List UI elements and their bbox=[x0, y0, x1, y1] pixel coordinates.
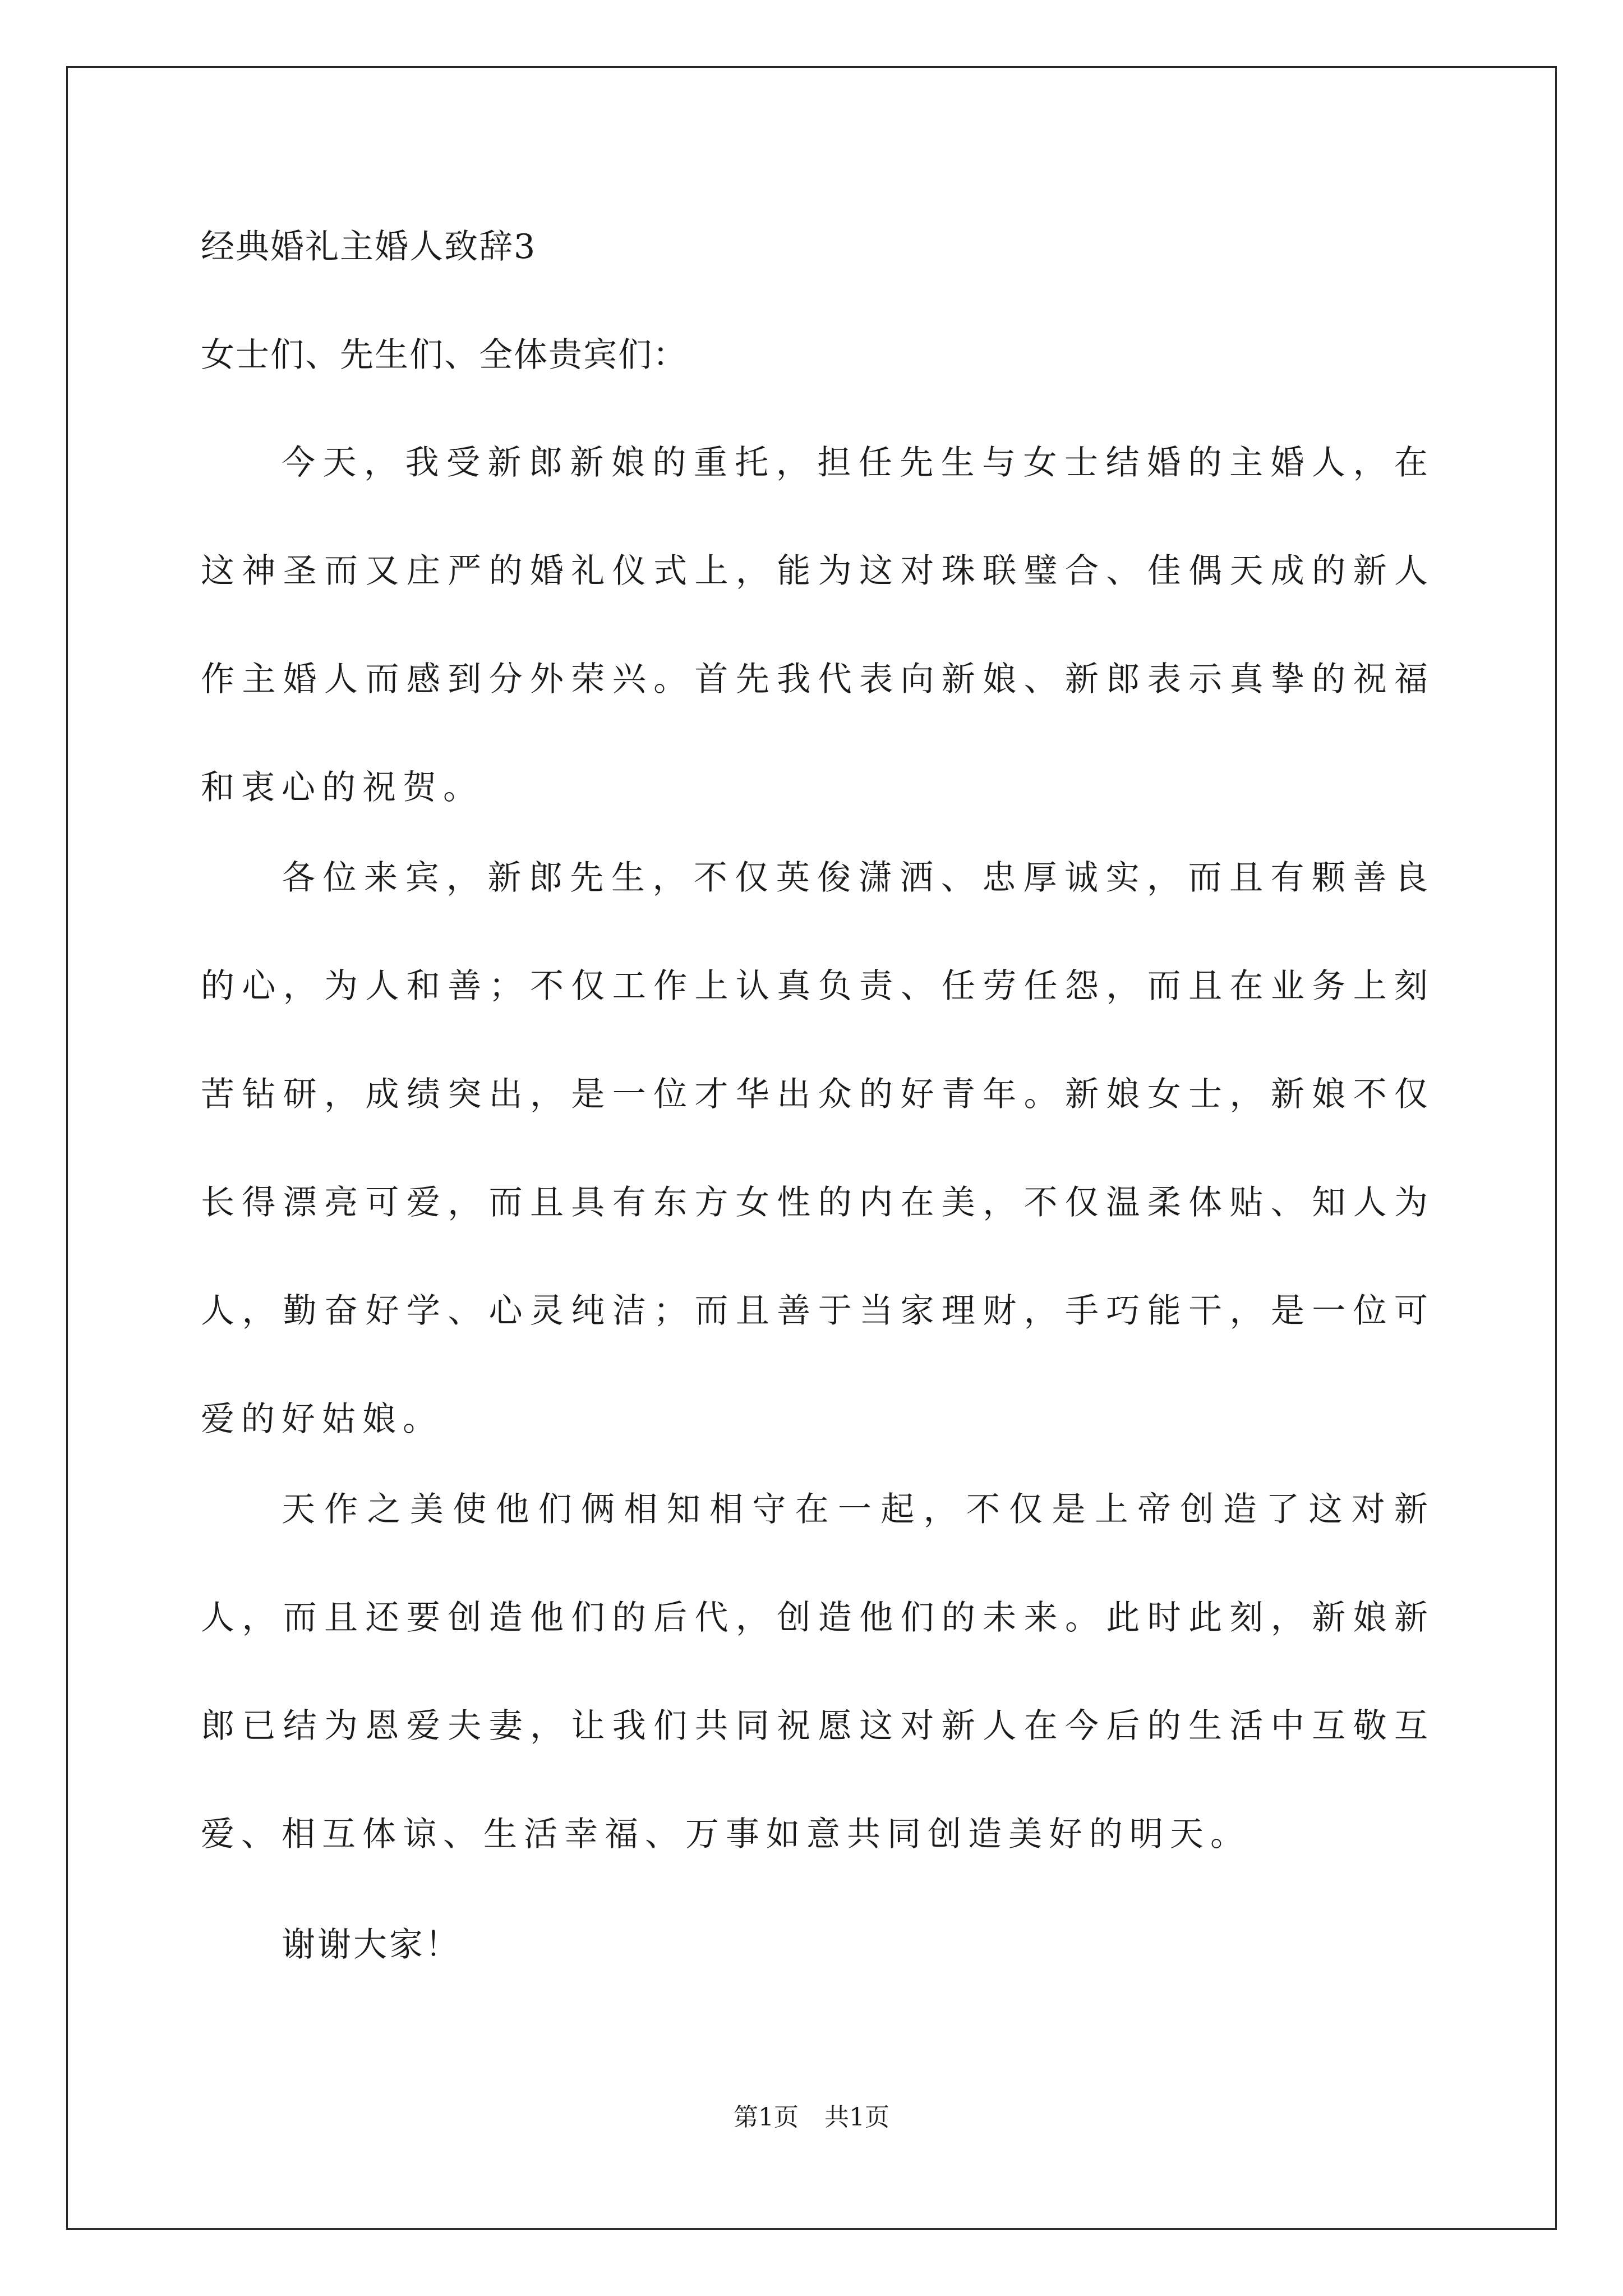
paragraph: 今天，我受新郎新娘的重托，担任先生与女士结婚的主婚人，在这神圣而又庄严的婚礼仪式上，能为这对珠联璧合、佳偶天成的新人作主婚人而感到分外荣兴。首先我代表向新娘、新郎表示真挚的祝福和衷心的祝贺。 bbox=[201, 443, 1435, 807]
salutation: 女士们、先生们、全体贵宾们： bbox=[201, 335, 688, 375]
page-number: 第1页 bbox=[734, 2103, 799, 2132]
page-total: 共1页 bbox=[824, 2103, 889, 2132]
page-footer bbox=[0, 2101, 1623, 2134]
document-body bbox=[201, 222, 1435, 1970]
closing-line: 谢谢大家！ bbox=[282, 1925, 461, 1964]
paragraph: 天作之美使他们俩相知相守在一起，不仅是上帝创造了这对新人，而且还要创造他们的后代，创造他们的未来。此时此刻，新娘新郎已结为恩爱夫妻，让我们共同祝愿这对新人在今后的生活中互敬互爱、相互体谅、生活幸福、万事如意共同创造美好的明天。 bbox=[201, 1490, 1435, 1854]
document-title: 经典婚礼主婚人致辞3 bbox=[201, 227, 537, 266]
paragraph: 各位来宾，新郎先生，不仅英俊潇洒、忠厚诚实，而且有颗善良的心，为人和善；不仅工作上认真负责、任劳任怨，而且在业务上刻苦钻研，成绩突出，是一位才华出众的好青年。新娘女士，新娘不仅长得漂亮可爱，而且具有东方女性的内在美，不仅温柔体贴、知人为人，勤奋好学、心灵纯洁；而且善于当家理财，手巧能干，是一位可爱的好姑娘。 bbox=[201, 858, 1435, 1439]
